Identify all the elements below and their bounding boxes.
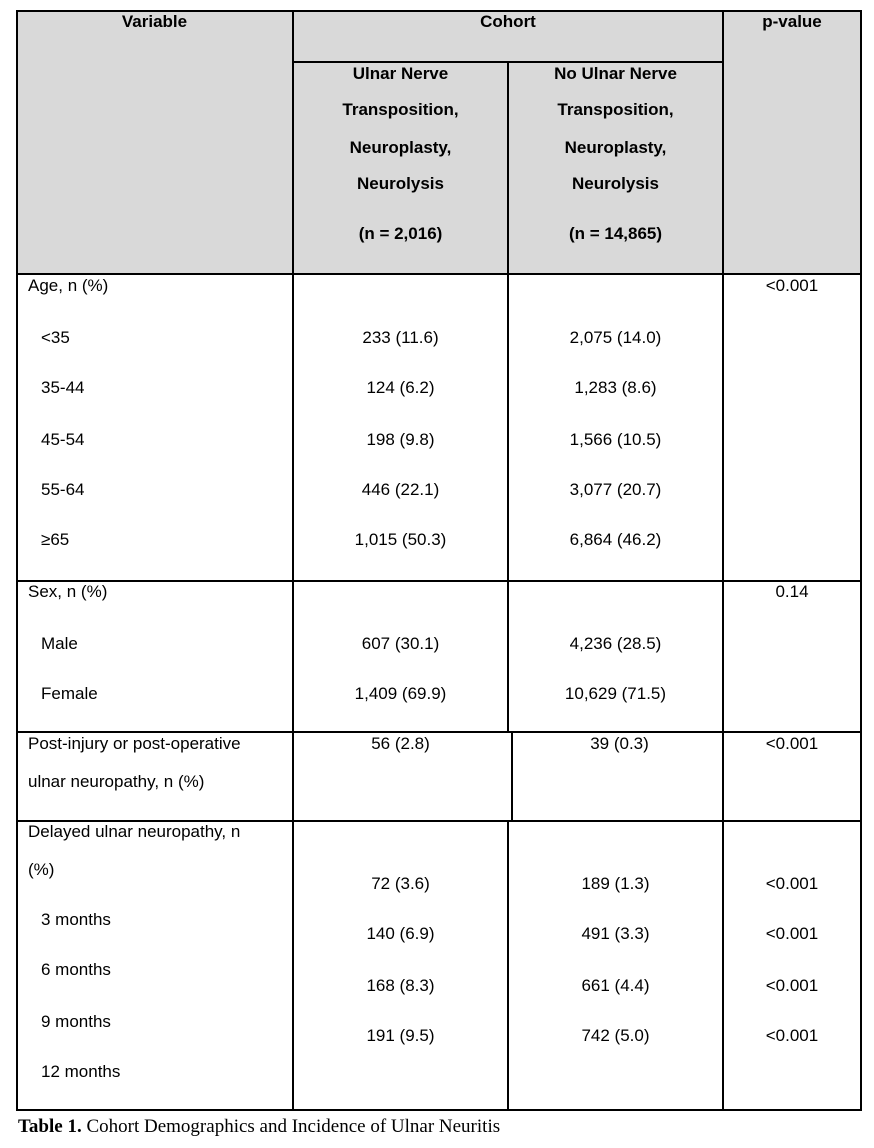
delayed-row-label: 9 months: [41, 1012, 111, 1031]
header-shade-variable: [16, 11, 293, 274]
age-label: Age, n (%): [28, 276, 109, 295]
age-row-g1: 446 (22.1): [361, 480, 440, 499]
header-group1-line1: Ulnar Nerve: [352, 64, 449, 83]
age-pvalue: <0.001: [765, 276, 819, 295]
table-right-border: [860, 10, 862, 1111]
delayed-row-pvalue: <0.001: [765, 976, 819, 995]
delayed-row-g1: 140 (6.9): [366, 924, 435, 943]
postinjury-g1: 56 (2.8): [371, 734, 430, 753]
age-row-g1: 124 (6.2): [366, 378, 435, 397]
sex-row-g1: 1,409 (69.9): [354, 684, 447, 703]
delayed-row-g2: 661 (4.4): [581, 976, 650, 995]
sex-row-label: Female: [41, 684, 98, 703]
age-row-g2: 3,077 (20.7): [569, 480, 662, 499]
postinjury-g2: 39 (0.3): [590, 734, 649, 753]
header-group1-line4: Neurolysis: [357, 174, 444, 193]
age-row-label: ≥65: [41, 530, 70, 549]
delayed-row-pvalue: <0.001: [765, 1026, 819, 1045]
delayed-row-pvalue: <0.001: [765, 874, 819, 893]
delayed-row-label: 6 months: [41, 960, 111, 979]
header-group2-n: (n = 14,865): [568, 224, 663, 243]
table-left-border: [16, 10, 18, 1111]
delayed-row-g1: 168 (8.3): [366, 976, 435, 995]
caption-text: Cohort Demographics and Incidence of Ulnar Neuritis: [81, 1116, 501, 1137]
age-row-label: <35: [41, 328, 70, 347]
age-row-g1: 198 (9.8): [366, 430, 435, 449]
age-row-label: 35-44: [41, 378, 85, 397]
delayed-row-g2: 189 (1.3): [581, 874, 650, 893]
postinjury-pvalue: <0.001: [765, 734, 819, 753]
delayed-label-line2: (%): [28, 860, 55, 879]
caption-label: Table 1.: [18, 1116, 82, 1137]
sex-row-g1: 607 (30.1): [361, 634, 440, 653]
age-row-g1: 1,015 (50.3): [354, 530, 447, 549]
header-group2-line4: Neurolysis: [572, 174, 659, 193]
header-group1-line3: Neuroplasty,: [349, 138, 452, 157]
header-group2-line2: Transposition,: [557, 100, 674, 119]
header-group2-line3: Neuroplasty,: [564, 138, 667, 157]
column-divider-2c: [507, 820, 509, 1111]
header-pvalue: p-value: [762, 12, 822, 31]
sex-row-label: Male: [41, 634, 78, 653]
table-bottom-border: [16, 1109, 862, 1111]
header-shade-pvalue: [723, 11, 861, 274]
delayed-row-label: 3 months: [41, 910, 111, 929]
postinjury-label-line2: ulnar neuropathy, n (%): [28, 772, 205, 791]
header-group2-line1: No Ulnar Nerve: [554, 64, 677, 83]
sex-pvalue: 0.14: [775, 582, 809, 601]
header-group1-line2: Transposition,: [342, 100, 459, 119]
sex-section-border: [16, 731, 862, 733]
header-bottom-border: [16, 273, 862, 275]
delayed-row-pvalue: <0.001: [765, 924, 819, 943]
delayed-row-g1: 191 (9.5): [366, 1026, 435, 1045]
delayed-row-label: 12 months: [41, 1062, 121, 1081]
table-caption: [18, 1116, 500, 1138]
age-row-label: 55-64: [41, 480, 85, 499]
header-group1-n: (n = 2,016): [358, 224, 443, 243]
sex-row-g2: 10,629 (71.5): [564, 684, 667, 703]
age-row-g2: 2,075 (14.0): [569, 328, 662, 347]
age-row-g1: 233 (11.6): [362, 328, 439, 347]
header-cohort: Cohort: [480, 12, 536, 31]
sex-label: Sex, n (%): [28, 582, 108, 601]
header-variable: Variable: [121, 12, 188, 31]
delayed-label-line1: Delayed ulnar neuropathy, n: [28, 822, 241, 841]
delayed-row-g2: 742 (5.0): [581, 1026, 650, 1045]
delayed-row-g2: 491 (3.3): [581, 924, 650, 943]
age-row-g2: 6,864 (46.2): [569, 530, 662, 549]
age-row-g2: 1,283 (8.6): [574, 378, 657, 397]
postinjury-label-line1: Post-injury or post-operative: [28, 734, 241, 753]
sex-row-g2: 4,236 (28.5): [569, 634, 662, 653]
age-row-g2: 1,566 (10.5): [569, 430, 662, 449]
delayed-row-g1: 72 (3.6): [371, 874, 430, 893]
age-row-label: 45-54: [41, 430, 85, 449]
